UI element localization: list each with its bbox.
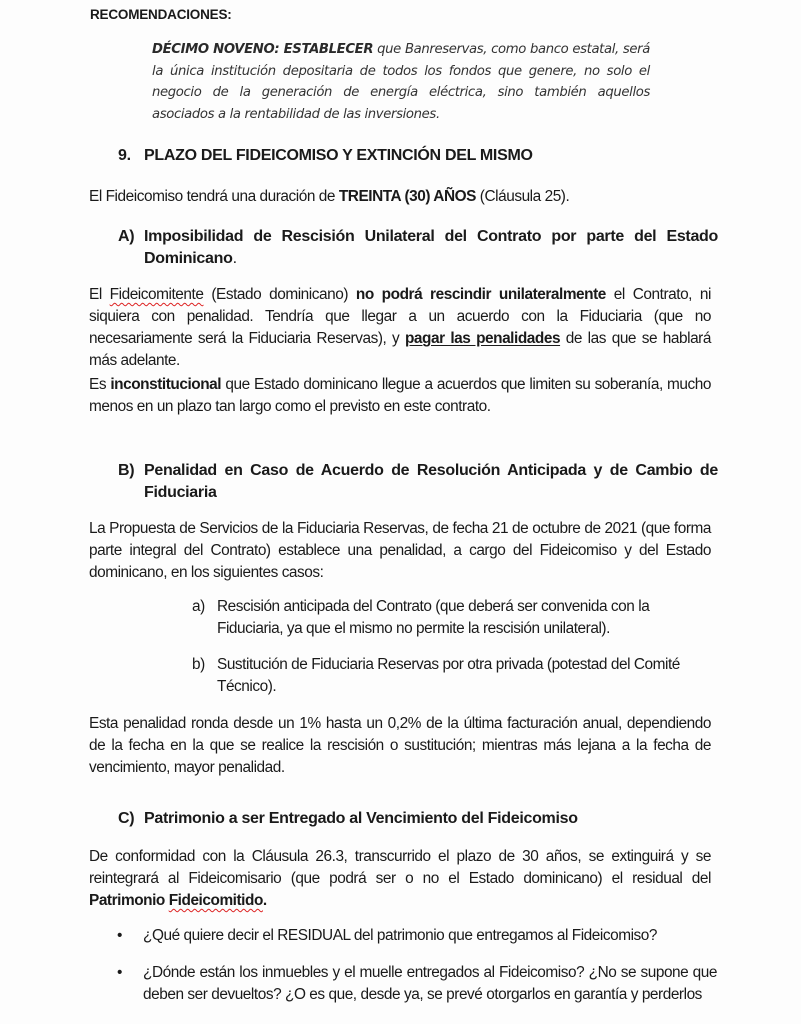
subsection-c-paragraph-1 [89, 846, 711, 912]
c-p1-t1: De conformidad con la Cláusula 26.3, transcurrido el plazo de 30 años, se extinguirá y se reintegrará al Fideicomisario (que podrá ser o no el Estado dominicano) el residual del [89, 848, 711, 887]
subsection-a-heading [118, 226, 718, 270]
a-p1-t2: (Estado dominicano) [203, 286, 356, 303]
case-item [192, 654, 712, 698]
case-text: Sustitución de Fiduciaria Reservas por otra privada (potestad del Comité Técnico). [217, 656, 680, 695]
a-p2-t2: que Estado dominicano llegue a acuerdos que limiten su soberanía, mucho menos en un plazo tan largo como el previsto en este contrato. [89, 376, 711, 415]
subsection-a-paragraph-1 [89, 284, 711, 372]
a-p2-bold: inconstitucional [110, 376, 222, 393]
subsection-a-title-wrap [144, 226, 718, 270]
a-p1-t4: de las que se hablará más adelante. [89, 330, 711, 369]
duration-paragraph [89, 186, 711, 208]
case-item [192, 596, 712, 640]
subsection-c-title: Patrimonio a ser Entregado al Vencimiento del Fideicomiso [144, 810, 578, 827]
section-9-heading [118, 147, 533, 165]
c-p1-bold: Patrimonio [89, 892, 169, 909]
a-p2-t1: Es [89, 376, 111, 393]
subsection-b-label: B) [118, 462, 135, 479]
c-p1-bold-end: . [262, 892, 267, 909]
case-text: Rescisión anticipada del Contrato (que deberá ser convenida con la Fiduciaria, ya que el mismo no permite la rescisión unilateral). [217, 598, 650, 637]
bullet-icon: • [117, 927, 122, 944]
a-p1-bold: no podrá rescindir unilateralmente [355, 286, 606, 303]
subsection-a-title: Imposibilidad de Rescisión Unilateral del Contrato por parte del Estado Dominicano [144, 228, 718, 267]
quote-text: que Banreservas, como banco estatal, será la única institución depositaria de todos los fondos que genere, no solo el negocio de la generación de energía eléctrica, sino también aquellos asociados a la rentabilidad de las inversiones. [152, 42, 650, 122]
recommendations-label-colon: : [227, 7, 232, 22]
case-label: b) [192, 656, 205, 673]
bullet-text: ¿Qué quiere decir el RESIDUAL del patrimonio que entregamos al Fideicomiso? [143, 927, 658, 944]
a-p1-bold-underline: pagar las penalidades [404, 330, 561, 347]
recommendations-label-text: RECOMENDACIONES [90, 7, 228, 22]
bullet-text: ¿Dónde están los inmuebles y el muelle entregados al Fideicomiso? ¿No se supone que deben ser devueltos? ¿O es que, desde ya, se prevé otorgarlos en garantía y perderlos [143, 964, 717, 1003]
subsection-b-paragraph-1: La Propuesta de Servicios de la Fiduciaria Reservas, de fecha 21 de octubre de 2021 (que forma parte integral del Contrato) establece una penalidad, a cargo del Fideicomiso y del Estado dominicano, en los siguientes casos: [89, 520, 711, 581]
subsection-a-label: A) [118, 228, 135, 245]
subsection-c-heading [118, 808, 718, 830]
subsection-b-heading [118, 460, 718, 504]
spellcheck-word: Fideicomitido [168, 892, 263, 909]
a-p1-t1: El [89, 286, 110, 303]
subsection-c-label: C) [118, 810, 135, 827]
subsection-b-paragraph-2: Esta penalidad ronda desde un 1% hasta un 0,2% de la última facturación anual, dependiendo de la fecha en la que se realice la rescisión o sustitución; mientras más lejana a la fecha de vencimiento, mayor penalidad. [89, 715, 711, 776]
subsection-b-title: Penalidad en Caso de Acuerdo de Resolución Anticipada y de Cambio de Fiduciaria [144, 462, 718, 501]
recommendations-label [90, 7, 232, 22]
case-label: a) [192, 598, 205, 615]
duration-value: TREINTA (30) AÑOS [338, 188, 476, 205]
section-number: 9. [118, 147, 131, 164]
subsection-a-title-end: . [232, 250, 237, 267]
bullet-item [117, 925, 717, 947]
duration-post: (Cláusula 25). [475, 188, 570, 205]
duration-pre: El Fideicomiso tendrá una duración de [89, 188, 339, 205]
bullet-icon: • [117, 964, 122, 981]
spellcheck-word: Fideicomitente [109, 286, 204, 303]
recommendation-quote [152, 39, 650, 125]
quote-lead: DÉCIMO NOVENO: ESTABLECER [152, 42, 374, 57]
section-title: PLAZO DEL FIDEICOMISO Y EXTINCIÓN DEL MISMO [144, 147, 533, 164]
a-p1-t3: el Contrato, ni siquiera con penalidad. Tendría que llegar a un acuerdo con la Fiduciaria (que no necesariamente será la Fiduciaria Reservas), y [89, 286, 711, 347]
subsection-a-paragraph-2 [89, 374, 711, 418]
bullet-item [117, 962, 717, 1006]
